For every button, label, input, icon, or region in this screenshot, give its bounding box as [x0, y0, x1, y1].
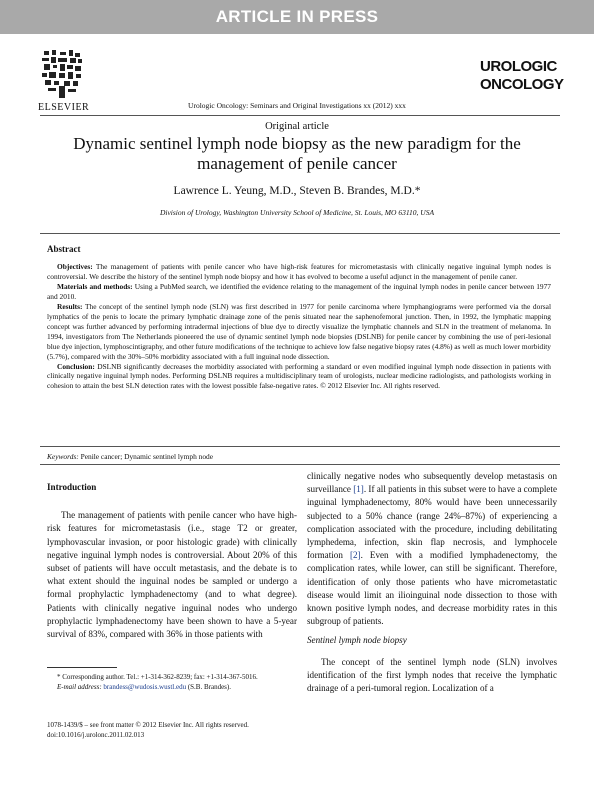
email-label: E-mail address: — [57, 683, 102, 691]
article-title: Dynamic sentinel lymph node biopsy as the new paradigm for the management of penile cancer — [73, 134, 521, 173]
objectives-text: The management of patients with penile cancer who have high-risk features for micrometastasis with clinically negative inguinal lymph nodes is controversial. We describe the history of the sentinel lymph node biopsy and how it has evolved to become a useful adjunct in the management of penile caner. — [47, 262, 551, 281]
keywords-text: Penile cancer; Dynamic sentinel lymph node — [80, 452, 213, 461]
issn-line: 1078-1439/$ – see front matter © 2012 Elsevier Inc. All rights reserved. — [47, 721, 249, 729]
authors: Lawrence L. Yeung, M.D., Steven B. Brandes, M.D.* — [173, 185, 421, 197]
email-suffix: (S.B. Brandes). — [186, 683, 231, 691]
keywords-rule — [40, 446, 560, 447]
methods-label: Materials and methods: — [57, 281, 133, 291]
paragraph-text: . If all patients in this subset were to have a complete inguinal lymphadenectomy, 80% would have been unnecessarily subjected to a 50% chance (range 24%–87%) of experiencing a complication associated with the procedure, including debilitating lymphedema, infection, skin flap necrosis, and lymphocele formation — [307, 484, 557, 561]
publisher-name: ELSEVIER — [38, 102, 90, 113]
right-column — [307, 470, 557, 695]
affiliation: Division of Urology, Washington University School of Medicine, St. Louis, MO 63110, USA — [159, 208, 435, 217]
reference-link-1[interactable]: [1] — [353, 484, 364, 495]
header-rule — [40, 115, 560, 116]
keywords-label: Keywords: — [47, 452, 79, 461]
objectives-label: Objectives: — [57, 262, 93, 271]
introduction-paragraph: The management of patients with penile cancer who have high-risk features for micrometastasis (i.e., stage T2 or greater, lymphovascular invasion, or poor histologic grade) with clinically negative inguinal lymph nodes is controversial. About 20% of this subset of patients will have occult metastasis, and the debate is to what extent should the inguinal nodes be sampled or undergo a formal prophylactic lymphadenectomy (and to what degree). Patients with clinically negative inguinal nodes who undergo prophylactic lymphadenectomy have been shown to have a 5-year survival of 83%, compared with 36% in those patients with — [47, 510, 297, 640]
doi-line: doi:10.1016/j.urolonc.2011.02.013 — [47, 731, 145, 739]
conclusion-text: DSLNB significantly decreases the morbidity associated with performing a standard or even modified inguinal lymph node dissection in patients with clinically negative inguinal lymph nodes. Performing DSLNB requires a multidisciplinary team of urologists, nuclear medicine radiologists, and pathologists working in cohesion to attain the best SLN detection rates with the lowest possible false-negative rates. — [47, 361, 551, 391]
issn-doi — [47, 720, 249, 740]
journal-citation: Urologic Oncology: Seminars and Original Investigations xx (2012) xxx — [188, 101, 406, 110]
article-type: Original article — [265, 121, 329, 132]
footnote — [47, 672, 297, 692]
journal-brand-line1: UROLOGIC — [480, 58, 557, 75]
email-link[interactable]: brandess@wudosis.wustl.edu — [103, 683, 187, 691]
abstract-top-rule — [40, 233, 560, 234]
right-paragraph-1 — [307, 470, 557, 628]
keywords-bottom-rule — [40, 464, 560, 465]
footnote-rule — [47, 667, 117, 668]
methods-text: Using a PubMed search, we identified the evidence relating to the management of the inguinal lymph nodes in penile cancer between 1977 and 2010. — [47, 281, 551, 301]
article-in-press-banner: ARTICLE IN PRESS — [0, 0, 594, 34]
elsevier-tree-logo — [40, 48, 84, 100]
journal-brand — [480, 58, 564, 94]
paragraph-text: . Even with a modified lymphadenectomy, the complication rates, while lower, can still be significant. Therefore, identification of only those patients who have micrometastatic disease would limit an ilioinguinal node dissection to those with known positive lymph nodes, and decrease morbidity rates in this subgroup of patients. — [307, 550, 557, 627]
copyright-text: © 2012 Elsevier Inc. All rights reserved. — [320, 381, 440, 391]
corresponding-author: * Corresponding author. Tel.: +1-314-362-8239; fax: +1-314-367-5016. — [57, 673, 258, 681]
conclusion-label: Conclusion: — [57, 361, 95, 371]
keywords — [47, 452, 213, 461]
introduction-heading: Introduction — [47, 482, 97, 492]
results-label: Results: — [57, 301, 83, 311]
results-text: The concept of the sentinel lymph node (SLN) was first described in 1977 for penile carcinoma where lymphangiograms were performed via the dorsal lymphatics of the penis to locate the primary lymphatic drainage zone of the penis situated near the saphenofemoral junction. Then, in 1992, the lymphatic mapping concept was further advanced by performing intradermal injections of blue dye to directly visualize the lymphatic channels and SLN in the treatment of melanoma. In 1994, investigators from The Netherlands pioneered the use of dynamic sentinel lymph node biopsies (DSLNB) for penile cancer by combining the use of peri-lesional blue dye injection, lymphoscintigraphy, and other future modifications of the technique to achieve low false negative biopsy rates (4.8%) as well as much lower morbidity (5.7%), compared with the 30%–50% morbidity associated with a full inguinal node dissection. — [47, 301, 551, 361]
abstract-body — [47, 262, 551, 391]
reference-link-2[interactable]: [2] — [349, 550, 361, 561]
left-column — [47, 481, 297, 641]
paragraph-text: clinically negative nodes who subsequently develop metastasis on surveillance — [307, 471, 557, 495]
journal-brand-line2: ONCOLOGY — [480, 76, 564, 93]
sentinel-subheading: Sentinel lymph node biopsy — [307, 635, 407, 646]
right-paragraph-2: The concept of the sentinel lymph node (SLN) involves identification of the first lymph nodes that receive the lymphatic drainage of a peri-tumoral region. Localization of a — [307, 656, 557, 694]
abstract-heading: Abstract — [47, 244, 81, 254]
